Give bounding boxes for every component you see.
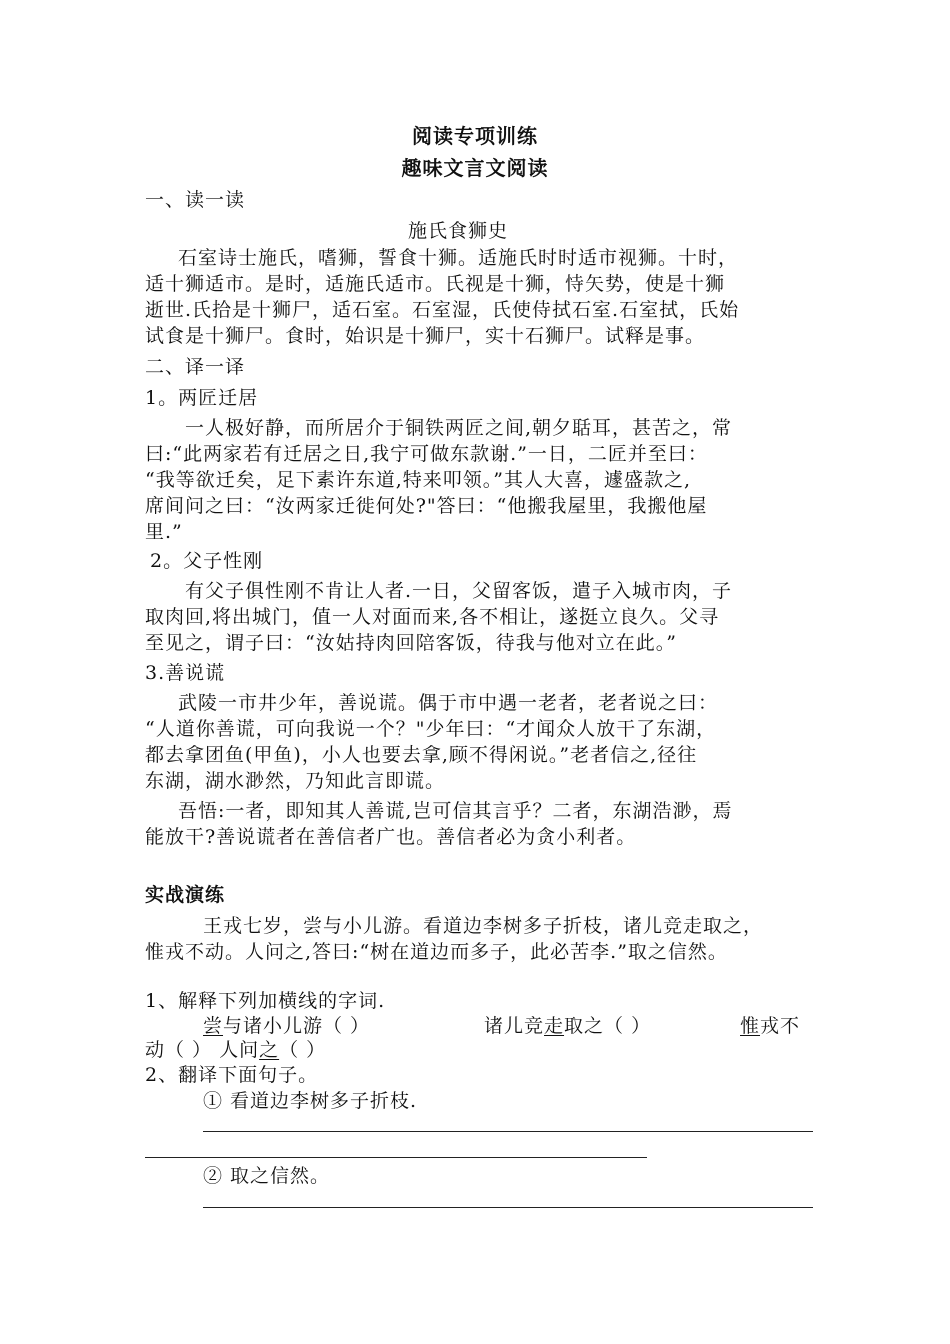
story-line: “我等欲迁矣，足下素许东道,特来叩领。”其人大喜，遽盛款之, bbox=[145, 469, 692, 491]
story-line: 席间问之曰：“汝两家迁徙何处?"答曰：“他搬我屋里，我搬他屋 bbox=[145, 495, 708, 517]
passage-line: 惟戎不动。人问之,答曰:“树在道边而多子，此必苦李.”取之信然。 bbox=[145, 941, 728, 963]
story3-title: 3.善说谎 bbox=[145, 662, 226, 684]
q2-sentence2: ② 取之信然。 bbox=[203, 1165, 331, 1187]
story-line: 逝世.氏拾是十狮尸，适石室。石室湿，氏使侍拭石室.石室拭，氏始 bbox=[145, 299, 740, 321]
story-line: 取肉回,将出城门，值一人对面而来,各不相让，遂挺立良久。父寻 bbox=[145, 606, 720, 628]
page-title: 阅读专项训练 bbox=[412, 124, 538, 148]
story-line: 东湖，湖水渺然，乃知此言即谎。 bbox=[145, 770, 446, 792]
practice-heading: 实战演练 bbox=[145, 884, 226, 906]
answer-line[interactable] bbox=[203, 1131, 813, 1132]
underlined-word: 走 bbox=[544, 1015, 565, 1037]
underlined-word: 惟 bbox=[740, 1015, 761, 1037]
question2-prompt: 2、翻译下面句子。 bbox=[145, 1064, 319, 1086]
story2-title: 2。父子性刚 bbox=[150, 550, 264, 572]
underlined-word: 之 bbox=[259, 1039, 280, 1061]
story1-title: 1。两匠迁居 bbox=[145, 387, 259, 409]
story-line: “人道你善谎，可向我说一个？"少年曰：“才闻众人放干了东湖， bbox=[145, 718, 717, 740]
comment-line: 吾悟:一者，即知其人善谎,岂可信其言乎？二者，东湖浩渺，焉 bbox=[178, 800, 733, 822]
story-line: 曰:“此两家若有迁居之日,我宁可做东款谢.”一日，二匠并至曰： bbox=[145, 443, 708, 465]
question1-prompt: 1、解释下列加横线的字词. bbox=[145, 990, 386, 1012]
q2-sentence1: ① 看道边李树多子折枝. bbox=[203, 1090, 418, 1112]
passage-line: 王戎七岁，尝与小儿游。看道边李树多子折枝，诸儿竞走取之， bbox=[203, 915, 764, 937]
comment-line: 能放干?善说谎者在善信者广也。善信者必为贪小利者。 bbox=[145, 826, 637, 848]
answer-line[interactable] bbox=[145, 1157, 647, 1158]
story-line: 一人极好静，而所居介于铜铁两匠之间,朝夕聒耳，甚苦之，常 bbox=[185, 417, 733, 439]
section2-heading: 二、译一译 bbox=[145, 356, 246, 378]
story-line: 试食是十狮尸。食时，始识是十狮尸，实十石狮尸。试释是事。 bbox=[145, 325, 706, 347]
page-subtitle: 趣味文言文阅读 bbox=[401, 156, 549, 180]
answer-line[interactable] bbox=[203, 1207, 813, 1208]
story-title-shi: 施氏食狮史 bbox=[408, 220, 509, 242]
underlined-word: 尝 bbox=[203, 1015, 224, 1037]
story-line: 武陵一市井少年，善说谎。偶于市中遇一老者，老者说之曰： bbox=[178, 692, 719, 714]
section1-heading: 一、读一读 bbox=[145, 189, 246, 211]
story-line: 都去拿团鱼(甲鱼)，小人也要去拿,顾不得闲说。”老者信之,径往 bbox=[145, 744, 698, 766]
story-line: 石室诗士施氏，嗜狮，誓食十狮。适施氏时时适市视狮。十时， bbox=[178, 247, 739, 269]
q1-line2: 动（ ） 人问之（ ） bbox=[145, 1039, 327, 1061]
story-line: 有父子俱性刚不肯让人者.一日，父留客饭，遣子入城市肉，子 bbox=[185, 580, 733, 602]
story-line: 适十狮适市。是时，适施氏适市。氏视是十狮，恃矢势，使是十狮 bbox=[145, 273, 726, 295]
story-line: 里.” bbox=[145, 521, 183, 543]
q1-item3: 惟戎不 bbox=[740, 1015, 801, 1037]
story-line: 至见之，谓子曰：“汝姑持肉回陪客饭，待我与他对立在此。” bbox=[145, 632, 677, 654]
q1-item1: 尝与诸小儿游（ ） bbox=[203, 1015, 371, 1037]
q1-item2: 诸儿竞走取之（ ） bbox=[484, 1015, 652, 1037]
